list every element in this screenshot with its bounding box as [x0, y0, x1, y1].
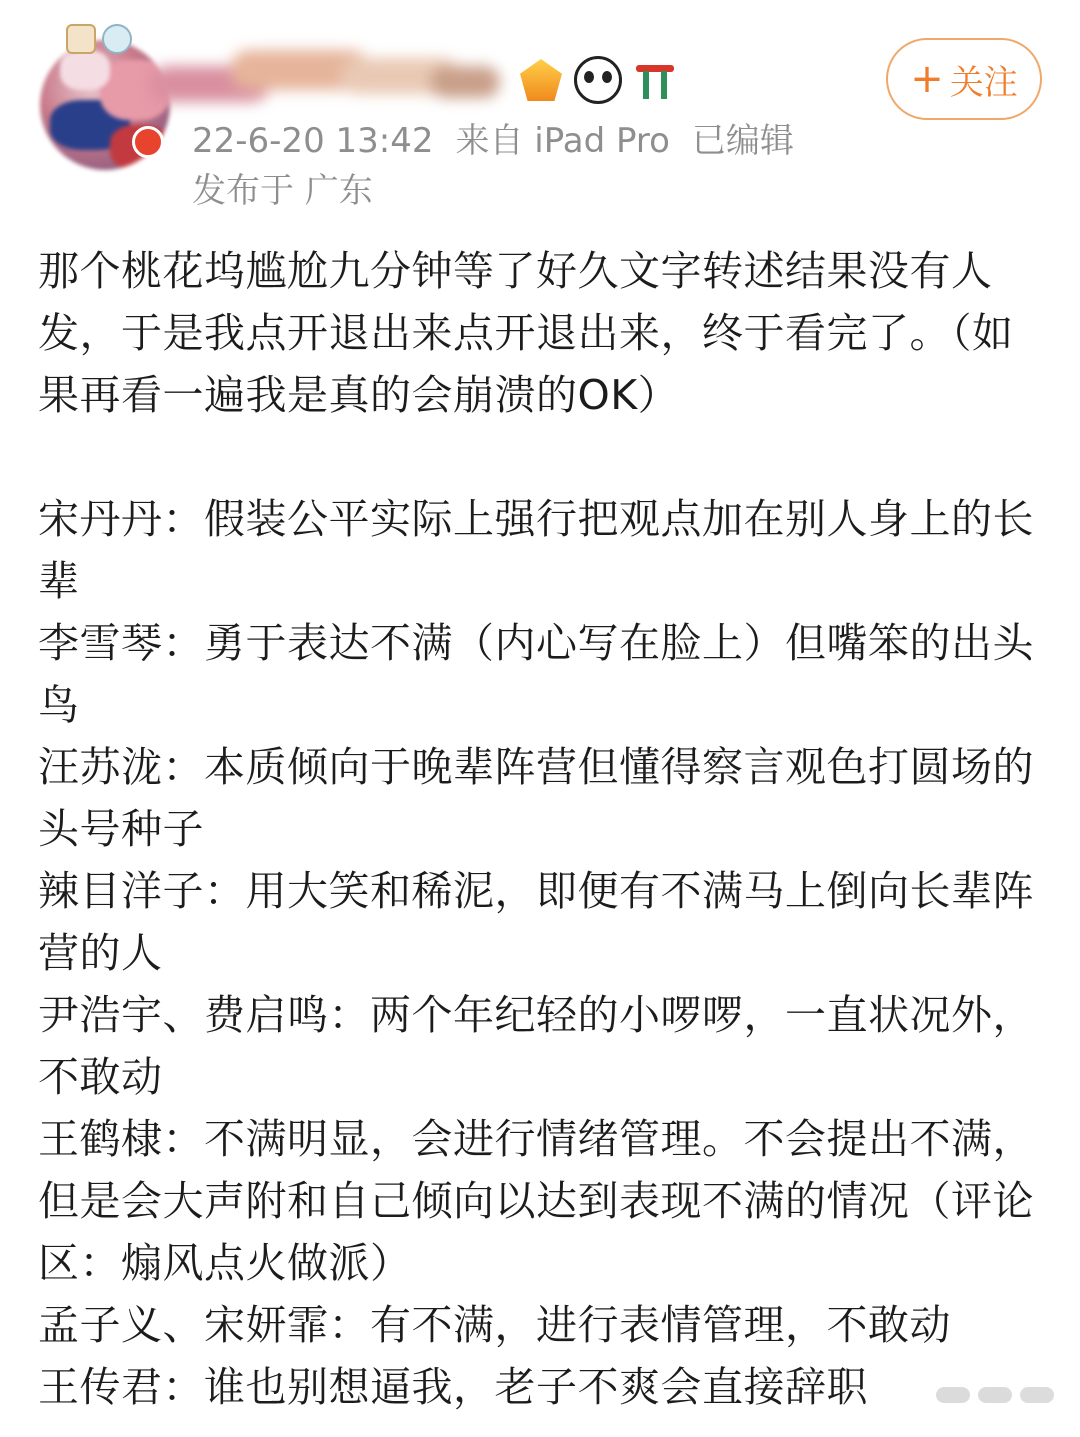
fan-badge-icon: [66, 24, 96, 54]
follow-button-label: 关注: [949, 62, 1018, 103]
user-badges: [520, 56, 676, 104]
post-line: 汪苏泷：本质倾向于晚辈阵营但懂得察言观色打圆场的头号种子: [38, 743, 1034, 853]
follow-button[interactable]: [886, 38, 1042, 120]
post-line: 宋丹丹：假装公平实际上强行把观点加在别人身上的长辈: [38, 495, 1034, 605]
avatar-badges: [66, 24, 132, 54]
panda-icon: [574, 56, 622, 104]
watermark-icon: [936, 1375, 1056, 1415]
vip-badge-icon: [520, 59, 562, 101]
post-line: 孟子义、宋妍霏：有不满，进行表情管理，不敢动: [38, 1301, 951, 1349]
post-line: 尹浩宇、费启鸣：两个年纪轻的小啰啰，一直状况外，不敢动: [38, 991, 1034, 1101]
post-line: 王传君：谁也别想逼我，老子不爽会直接辞职: [38, 1363, 868, 1411]
torii-icon: [634, 59, 676, 101]
post-timestamp: 22-6-20 13:42: [192, 121, 434, 161]
post-source[interactable]: 来自 iPad Pro: [455, 121, 670, 161]
post-line: 辣目洋子：用大笑和稀泥，即便有不满马上倒向长辈阵营的人: [38, 867, 1034, 977]
username-redacted[interactable]: [150, 36, 510, 116]
avatar-status-icon: [132, 126, 164, 158]
post-line: 王鹤棣：不满明显，会进行情绪管理。不会提出不满，但是会大声附和自己倾向以达到表现不满的情况（评论区：煽风点火做派）: [38, 1115, 1034, 1287]
post-location: 发布于 广东: [192, 171, 373, 211]
edited-label[interactable]: 已编辑: [691, 121, 794, 161]
post-intro: 那个桃花坞尴尬九分钟等了好久文字转述结果没有人发，于是我点开退出来点开退出来，终于看完了。（如果再看一遍我是真的会崩溃的OK）: [38, 247, 1014, 419]
post-content: [38, 240, 1038, 1418]
post-line: 李雪琴：勇于表达不满（内心写在脸上）但嘴笨的出头鸟: [38, 619, 1034, 729]
post-meta: [192, 121, 794, 161]
bear-badge-icon: [102, 24, 132, 54]
plus-icon: +: [910, 56, 944, 102]
post-header: [0, 0, 1080, 220]
